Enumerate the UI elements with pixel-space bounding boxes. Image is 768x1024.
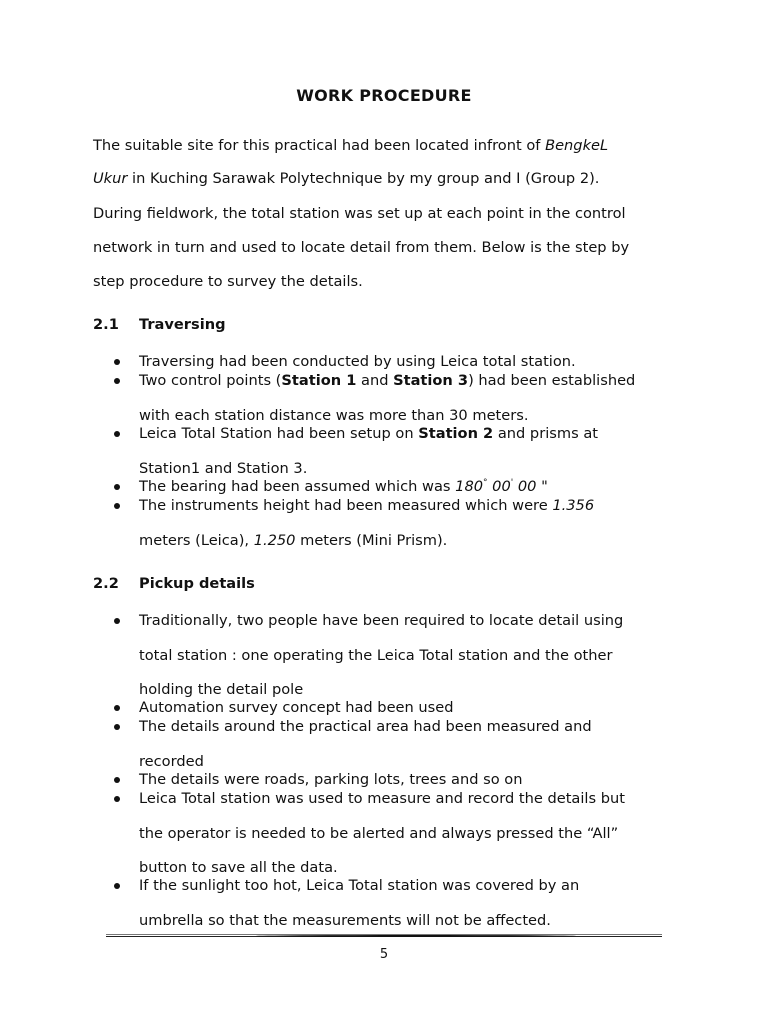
list-item-text: holding the detail pole	[139, 681, 304, 698]
intro-line-4: network in turn and used to locate detail from them. Below is the step by	[93, 239, 630, 256]
bullet-icon	[114, 790, 122, 798]
list-item-text: The instruments height had been measured which were 1.356	[139, 497, 595, 514]
list-item-text: with each station distance was more than 30 meters.	[139, 407, 529, 424]
list-item-text: If the sunlight too hot, Leica Total station was covered by an	[139, 877, 580, 894]
bullet-icon	[114, 699, 122, 707]
list-item-text: The details around the practical area had been measured and	[139, 718, 592, 735]
bullet-icon	[114, 372, 122, 380]
list-item-text: button to save all the data.	[139, 859, 338, 876]
list-item-text: meters (Leica), 1.250 meters (Mini Prism).	[139, 532, 448, 549]
section-title: Traversing	[139, 316, 226, 333]
intro-line-5: step procedure to survey the details.	[93, 273, 363, 290]
section-heading-traversing	[93, 316, 226, 333]
bullet-icon	[114, 497, 122, 505]
intro-text: The suitable site for this practical had been located infront of	[93, 137, 546, 154]
list-item-text: The details were roads, parking lots, trees and so on	[139, 771, 523, 788]
page-number: 5	[379, 947, 389, 962]
intro-line-2	[93, 170, 599, 187]
list-item-text: umbrella so that the measurements will not be affected.	[139, 912, 551, 929]
list-item-text: Leica Total station was used to measure and record the details but	[139, 790, 625, 807]
footer-divider	[106, 934, 662, 937]
section-heading-pickup-details	[93, 575, 255, 592]
list-item-text: total station : one operating the Leica Total station and the other	[139, 647, 613, 664]
page-title: WORK PROCEDURE	[296, 86, 472, 105]
bullet-icon	[114, 425, 122, 433]
intro-line-3: During fieldwork, the total station was set up at each point in the control	[93, 205, 626, 222]
intro-italic-text: BengkeL	[545, 137, 609, 154]
list-item-text: Leica Total Station had been setup on Station 2 and prisms at	[139, 425, 598, 442]
section-number: 2.2	[93, 575, 119, 592]
bullet-icon	[114, 353, 122, 361]
bullet-icon	[114, 771, 122, 779]
list-item-text: Station1 and Station 3.	[139, 460, 308, 477]
list-item-text: recorded	[139, 753, 204, 770]
list-item-text: the operator is needed to be alerted and always pressed the “All”	[139, 825, 619, 842]
list-item-text: Traversing had been conducted by using Leica total station.	[139, 353, 576, 370]
intro-italic-text: Ukur	[93, 170, 128, 187]
list-item-text: Two control points (Station 1 and Station 3) had been established	[139, 372, 636, 389]
list-item-text: Traditionally, two people have been required to locate detail using	[139, 612, 624, 629]
list-item-text: The bearing had been assumed which was 180° 00' 00 "	[139, 478, 548, 495]
bullet-icon	[114, 612, 122, 620]
section-number: 2.1	[93, 316, 119, 333]
intro-text: in Kuching Sarawak Polytechnique by my group and I (Group 2).	[127, 170, 600, 187]
bullet-icon	[114, 478, 122, 486]
bullet-icon	[114, 877, 122, 885]
bullet-icon	[114, 718, 122, 726]
intro-line-1	[93, 137, 608, 154]
section-title: Pickup details	[139, 575, 255, 592]
list-item-text: Automation survey concept had been used	[139, 699, 454, 716]
